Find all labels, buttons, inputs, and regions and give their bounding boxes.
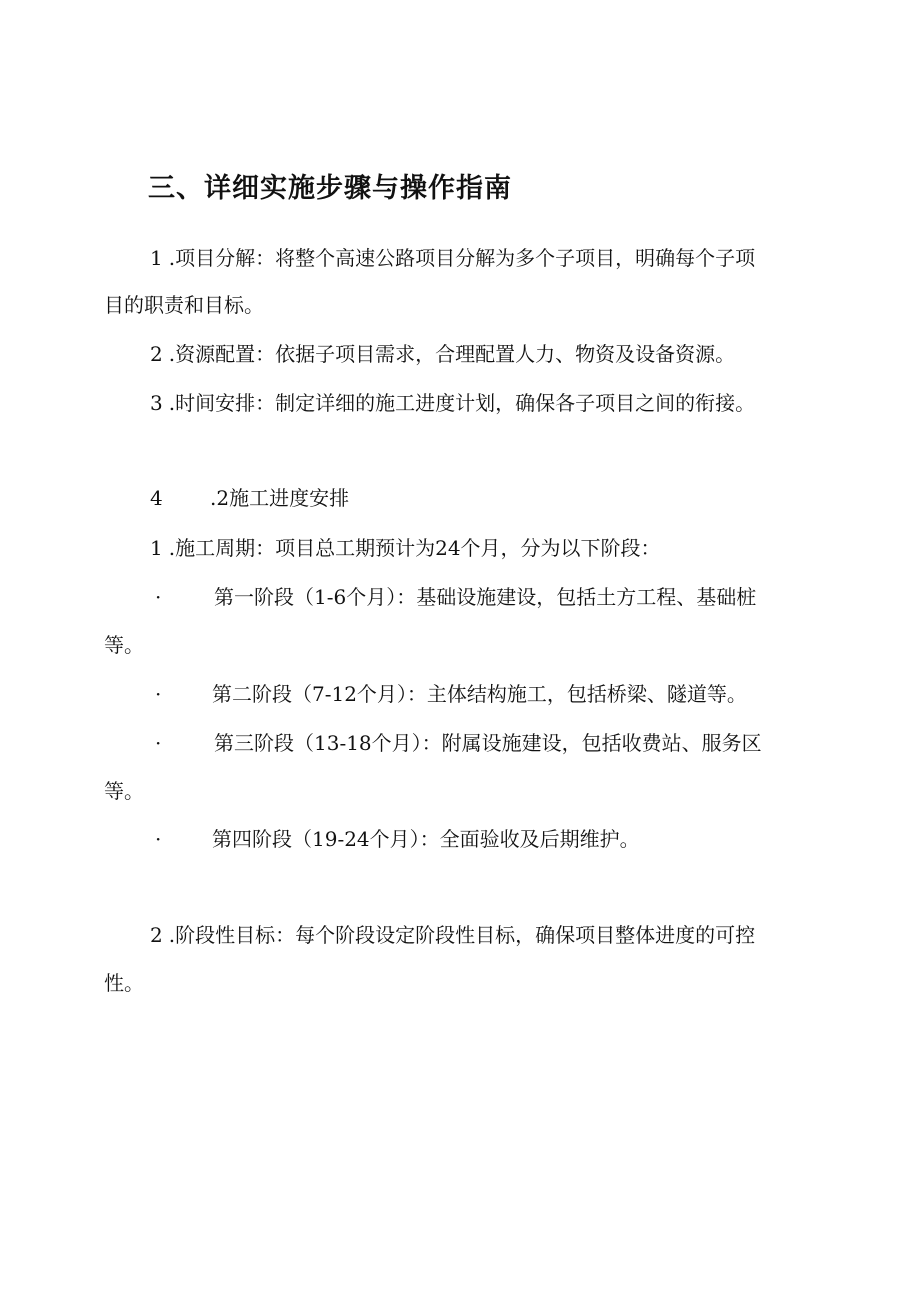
phase-1-line2: 等。 (104, 633, 144, 657)
phase-1-bullet: · (155, 585, 162, 609)
phase-3-line2: 等。 (104, 779, 144, 803)
step-2-line (150, 341, 735, 367)
phase-2-bullet: · (155, 682, 162, 706)
step-3-number: 3 (150, 391, 163, 415)
step-3-text: .时间安排：制定详细的施工进度计划，确保各子项目之间的衔接。 (168, 391, 756, 415)
step-3-line (150, 390, 755, 416)
goal-number: 2 (150, 923, 163, 947)
phase-3-line1: 第三阶段（13-18个月）：附属设施建设，包括收费站、服务区 (214, 731, 762, 755)
phase-3-bullet: · (155, 731, 162, 755)
step-1-text: .项目分解：将整个高速公路项目分解为多个子项目，明确每个子项 (168, 246, 756, 270)
subsection-title-line (150, 485, 349, 511)
schedule-line (150, 535, 661, 561)
schedule-text: .施工周期：项目总工期预计为24个月，分为以下阶段： (168, 536, 661, 560)
step-2-number: 2 (150, 342, 163, 366)
phase-4-line1: 第四阶段（19-24个月）：全面验收及后期维护。 (212, 827, 640, 851)
goal-line2: 性。 (104, 971, 144, 995)
section-heading: 三、详细实施步骤与操作指南 (148, 173, 512, 204)
step-2-text: .资源配置：依据子项目需求，合理配置人力、物资及设备资源。 (168, 342, 736, 366)
phase-1-line1: 第一阶段（1-6个月）：基础设施建设，包括土方工程、基础桩 (214, 585, 757, 609)
phase-2-line1: 第二阶段（7-12个月）：主体结构施工，包括桥梁、隧道等。 (212, 682, 747, 706)
step-1-line2: 目的职责和目标。 (104, 293, 264, 317)
goal-line1 (150, 922, 755, 948)
phase-4-bullet: · (155, 827, 162, 851)
subsection-number: 4 (150, 486, 163, 510)
step-1-line1 (150, 245, 755, 271)
schedule-number: 1 (150, 536, 163, 560)
subsection-title: .2施工进度安排 (210, 486, 350, 510)
goal-text: .阶段性目标：每个阶段设定阶段性目标，确保项目整体进度的可控 (168, 923, 756, 947)
step-1-number: 1 (150, 246, 163, 270)
